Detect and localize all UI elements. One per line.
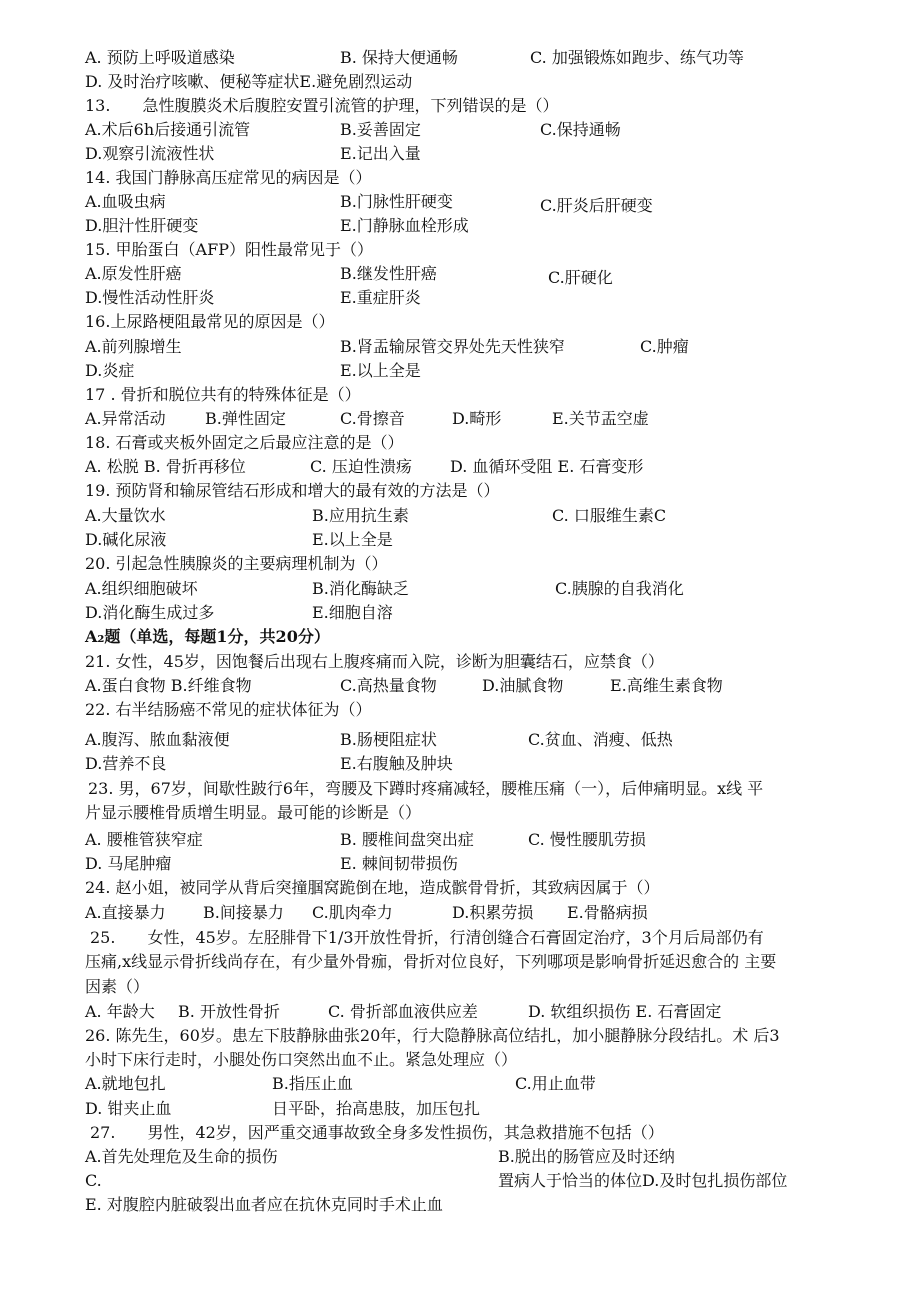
option-text: E.以上全是 [312, 530, 393, 549]
option-row [0, 45, 920, 71]
option-row [0, 827, 920, 853]
option-text: C. [85, 1171, 102, 1190]
option-row [0, 527, 920, 553]
option-row [0, 141, 920, 167]
option-row [0, 1144, 920, 1170]
option-text: D. 血循环受阻 E. 石膏变形 [450, 457, 644, 476]
option-row [0, 1168, 920, 1194]
question-stem [0, 237, 920, 263]
option-text: A.直接暴力 [85, 903, 166, 922]
option-text: A. 腰椎管狭窄症 [85, 830, 203, 849]
option-text: C.骨擦音 [340, 409, 405, 428]
option-text: C.保持通畅 [540, 120, 621, 139]
option-text: B.弹性固定 [205, 409, 286, 428]
question-text: 24. 赵小姐，被同学从背后突撞腘窝跪倒在地，造成髌骨骨折，其致病因属于（） [85, 878, 660, 897]
option-text: C.肝炎后肝硬变 [540, 196, 653, 215]
option-text: C.肝硬化 [548, 268, 613, 287]
question-text: 27. 男性，42岁，因严重交通事故致全身多发性损伤，其急救措施不包括（） [90, 1123, 664, 1142]
option-text: A.术后6h后接通引流管 [85, 120, 251, 139]
option-text: E.右腹触及肿块 [340, 754, 453, 773]
question-text: 23. 男，67岁，间歇性跛行6年，弯腰及下蹲时疼痛减轻，腰椎压痛（一），后伸痛明显。x线 平 [88, 779, 764, 798]
option-row [0, 117, 920, 143]
option-text: B.门脉性肝硬变 [340, 192, 453, 211]
question-stem [0, 478, 920, 504]
option-row [0, 673, 920, 699]
option-text: A.前列腺增生 [85, 337, 182, 356]
option-text: B.间接暴力 [203, 903, 284, 922]
option-text: D. 马尾肿瘤 [85, 854, 172, 873]
option-text: D.碱化尿液 [85, 530, 167, 549]
question-text: 压痛,x线显示骨折线尚存在，有少量外骨痂，骨折对位良好，下列哪项是影响骨折延迟愈合的 主要 [85, 952, 777, 971]
option-text: B. 腰椎间盘突出症 [340, 830, 474, 849]
option-text: A.组织细胞破坏 [85, 579, 198, 598]
question-text: 19. 预防肾和输尿管结石形成和增大的最有效的方法是（） [85, 481, 500, 500]
option-text: B.肠梗阻症状 [340, 730, 437, 749]
question-text: 26. 陈先生，60岁。患左下肢静脉曲张20年，行大隐静脉高位结扎，加小腿静脉分段结扎。术 后3 [85, 1026, 780, 1045]
section-heading [0, 624, 920, 650]
question-stem [0, 697, 920, 723]
option-row [0, 189, 920, 215]
question-stem [0, 1120, 920, 1146]
option-text: A.就地包扎 [85, 1074, 166, 1093]
option-text: B. 保持大便通畅 [340, 48, 458, 67]
option-text: A.原发性肝癌 [85, 264, 182, 283]
question-stem [0, 1047, 920, 1073]
option-text: A.首先处理危及生命的损伤 [85, 1147, 278, 1166]
question-stem [0, 430, 920, 456]
question-text: 18. 石膏或夹板外固定之后最应注意的是（） [85, 433, 404, 452]
question-text: 16.上尿路梗阻最常见的原因是（） [85, 312, 335, 331]
question-stem [0, 165, 920, 191]
option-text: E.重症肝炎 [340, 288, 421, 307]
option-text: A.腹泻、脓血黏液便 [85, 730, 230, 749]
option-text: D. 及时治疗咳嗽、便秘等症状E.避免剧烈运动 [85, 72, 413, 91]
option-text: C.用止血带 [515, 1074, 596, 1093]
option-row [0, 900, 920, 926]
option-text: B.继发性肝癌 [340, 264, 437, 283]
option-text: B.妥善固定 [340, 120, 421, 139]
option-text: A.大量饮水 [85, 506, 166, 525]
question-text: 21. 女性，45岁，因饱餐后出现右上腹疼痛而入院，诊断为胆囊结石，应禁食（） [85, 652, 664, 671]
question-stem [0, 551, 920, 577]
option-row [0, 1096, 920, 1122]
option-row [0, 454, 920, 480]
option-text: C.肌肉牵力 [312, 903, 393, 922]
question-text: 因素（） [85, 977, 150, 996]
option-text: C.高热量食物 [340, 676, 437, 695]
option-text: D.营养不良 [85, 754, 167, 773]
question-text: 25. 女性，45岁。左胫腓骨下1/3开放性骨折，行清创缝合石膏固定治疗，3个月后局部仍有 [90, 928, 764, 947]
option-text: E.细胞自溶 [312, 603, 393, 622]
option-row [0, 727, 920, 753]
option-text: E.记出入量 [340, 144, 421, 163]
option-text: C. 骨折部血液供应差 [328, 1002, 478, 1021]
section-title: A₂题（单选，每题1分，共20分） [85, 627, 330, 646]
option-row [0, 576, 920, 602]
option-text: B.消化酶缺乏 [312, 579, 409, 598]
question-text: 17 . 骨折和脱位共有的特殊体征是（） [85, 385, 361, 404]
option-row [0, 999, 920, 1025]
option-row [0, 358, 920, 384]
option-text: C. 口服维生素C [552, 506, 667, 525]
question-stem [0, 800, 920, 826]
option-text: C. 加强锻炼如跑步、练气功等 [530, 48, 744, 67]
option-text: A.异常活动 [85, 409, 166, 428]
option-text: E.以上全是 [340, 361, 421, 380]
question-text: 14. 我国门静脉高压症常见的病因是（） [85, 168, 372, 187]
option-text: C.肿瘤 [640, 337, 689, 356]
option-row [0, 751, 920, 777]
option-text: B. 开放性骨折 [178, 1002, 280, 1021]
option-text: C. 压迫性溃疡 [310, 457, 412, 476]
option-row [0, 1192, 920, 1218]
question-stem [0, 309, 920, 335]
option-text: C.贫血、消瘦、低热 [528, 730, 673, 749]
option-text: D. 钳夹止血 [85, 1099, 172, 1118]
option-row [0, 285, 920, 311]
question-text: 22. 右半结肠癌不常见的症状体征为（） [85, 700, 372, 719]
option-text: D.炎症 [85, 361, 135, 380]
option-row [0, 1071, 920, 1097]
question-stem [0, 649, 920, 675]
option-text: A. 预防上呼吸道感染 [85, 48, 235, 67]
question-stem [0, 925, 920, 951]
option-text: E.骨骼病损 [567, 903, 648, 922]
question-stem [0, 776, 920, 802]
question-stem [0, 974, 920, 1000]
question-stem [0, 875, 920, 901]
option-text: D.消化酶生成过多 [85, 603, 215, 622]
option-row [0, 503, 920, 529]
question-stem [0, 1023, 920, 1049]
option-text: E. 对腹腔内脏破裂出血者应在抗休克同时手术止血 [85, 1195, 443, 1214]
option-text: D.积累劳损 [452, 903, 534, 922]
option-text: E.高维生素食物 [610, 676, 723, 695]
option-text: E. 棘间韧带损伤 [340, 854, 458, 873]
option-text: A. 年龄大 [85, 1002, 155, 1021]
option-text: E.关节盂空虚 [552, 409, 649, 428]
option-text: A. 松脱 B. 骨折再移位 [85, 457, 246, 476]
option-row [0, 213, 920, 239]
option-row [0, 851, 920, 877]
question-text: 片显示腰椎骨质增生明显。最可能的诊断是（） [85, 803, 422, 822]
option-text: A.血吸虫病 [85, 192, 166, 211]
option-text: 置病人于恰当的体位D.及时包扎损伤部位 [498, 1171, 788, 1190]
option-text: D.观察引流液性状 [85, 144, 215, 163]
option-text: D.胆汁性肝硬变 [85, 216, 199, 235]
option-text: D. 软组织损伤 E. 石膏固定 [528, 1002, 722, 1021]
question-text: 15. 甲胎蛋白（AFP）阳性最常见于（） [85, 240, 373, 259]
option-text: D.畸形 [452, 409, 502, 428]
question-text: 20. 引起急性胰腺炎的主要病理机制为（） [85, 554, 388, 573]
option-row [0, 600, 920, 626]
question-stem [0, 93, 920, 119]
option-row [0, 334, 920, 360]
question-stem [0, 949, 920, 975]
option-text: D.慢性活动性肝炎 [85, 288, 215, 307]
option-text: A.蛋白食物 B.纤维食物 [85, 676, 252, 695]
option-text: C.胰腺的自我消化 [555, 579, 684, 598]
option-text: B.肾盂输尿管交界处先天性狭窄 [340, 337, 565, 356]
option-row [0, 406, 920, 432]
option-text: C. 慢性腰肌劳损 [528, 830, 646, 849]
option-text: 日平卧，抬高患肢，加压包扎 [272, 1099, 481, 1118]
option-text: E.门静脉血栓形成 [340, 216, 469, 235]
question-text: 13. 急性腹膜炎术后腹腔安置引流管的护理，下列错误的是（） [85, 96, 559, 115]
option-row [0, 261, 920, 287]
option-row [0, 69, 920, 95]
question-stem [0, 382, 920, 408]
option-text: B.指压止血 [272, 1074, 353, 1093]
option-text: D.油腻食物 [482, 676, 564, 695]
question-text: 小时下床行走时，小腿处伤口突然出血不止。紧急处理应（） [85, 1050, 518, 1069]
option-text: B.应用抗生素 [312, 506, 409, 525]
option-text: B.脱出的肠管应及时还纳 [498, 1147, 675, 1166]
